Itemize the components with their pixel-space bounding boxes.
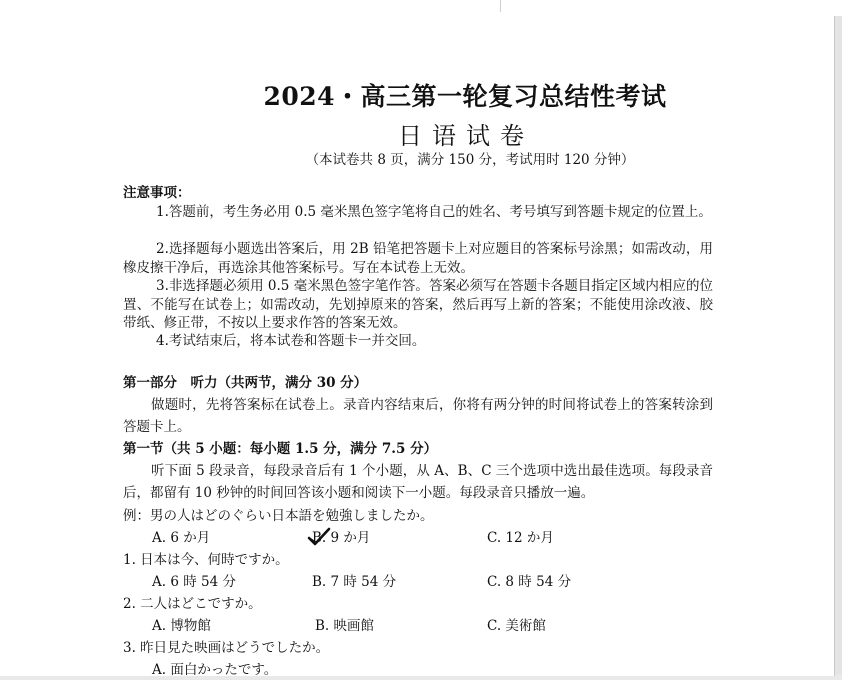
question-1: 1. 日本は今、何時ですか。 <box>123 552 289 568</box>
q1-option-c: C. 8 時 54 分 <box>487 574 572 590</box>
example-option-b: B. 9 か月 <box>312 530 371 546</box>
scrollbar-track[interactable] <box>835 16 842 674</box>
q1-option-b: B. 7 時 54 分 <box>312 574 397 590</box>
checkmark-icon <box>307 527 331 547</box>
q2-option-a: A. 博物館 <box>152 618 211 634</box>
example-question: 例：男の人はどのぐらい日本語を勉強しましたか。 <box>123 508 434 524</box>
notice-item-4: 4.考试结束后，将本试卷和答题卡一并交回。 <box>156 333 426 349</box>
part1-instruction: 做题时，先将答案标在试卷上。录音内容结束后，你将有两分钟的时间将试卷上的答案转涂到答题卡上。 <box>123 397 713 435</box>
exam-meta: （本试卷共 8 页，满分 150 分，考试用时 120 分钟） <box>305 152 635 168</box>
tab-divider <box>500 0 501 12</box>
notice-item-3: 3.非选择题必须用 0.5 毫米黑色签字笔作答。答案必须写在答题卡各题目指定区域内相应的位置、不能写在试卷上；如需改动，先划掉原来的答案，然后再写上新的答案；不能使用涂改液、胶带纸、修正带，不按以上要求作答的答案无效。 <box>123 278 713 331</box>
notice-item-1: 1.答题前，考生务必用 0.5 毫米黑色签字笔将自己的姓名、考号填写到答题卡规定的位置上。 <box>156 204 712 220</box>
q1-option-a: A. 6 時 54 分 <box>152 574 236 590</box>
section1-heading: 第一节（共 5 小题：每小题 1.5 分，满分 7.5 分） <box>123 441 438 457</box>
part1-heading: 第一部分 听力（共两节，满分 30 分） <box>123 375 368 391</box>
q3-option-a: A. 面白かったです。 <box>152 662 278 678</box>
exam-subject: 日语试卷 <box>398 122 534 150</box>
notice-heading: 注意事项： <box>123 185 191 201</box>
toolbar-strip <box>0 0 842 17</box>
question-3: 3. 昨日見た映画はどうでしたか。 <box>123 640 330 656</box>
exam-title: 2024・高三第一轮复习总结性考试 <box>263 82 667 111</box>
section1-instruction: 听下面 5 段录音，每段录音后有 1 个小题，从 A、B、C 三个选项中选出最佳选项。每段录音后，都留有 10 秒钟的时间回答该小题和阅读下一小题。每段录音只播放一遍。 <box>123 463 713 501</box>
example-option-c: C. 12 か月 <box>487 530 554 546</box>
example-option-a: A. 6 か月 <box>152 530 211 546</box>
q2-option-b: B. 映画館 <box>315 618 375 634</box>
question-2: 2. 二人はどこですか。 <box>123 596 262 612</box>
notice-item-2: 2.选择题每小题选出答案后，用 2B 铅笔把答题卡上对应题目的答案标号涂黑；如需改动，用橡皮擦干净后，再选涂其他答案标号。写在本试卷上无效。 <box>123 241 713 276</box>
q2-option-c: C. 美術館 <box>487 618 546 634</box>
